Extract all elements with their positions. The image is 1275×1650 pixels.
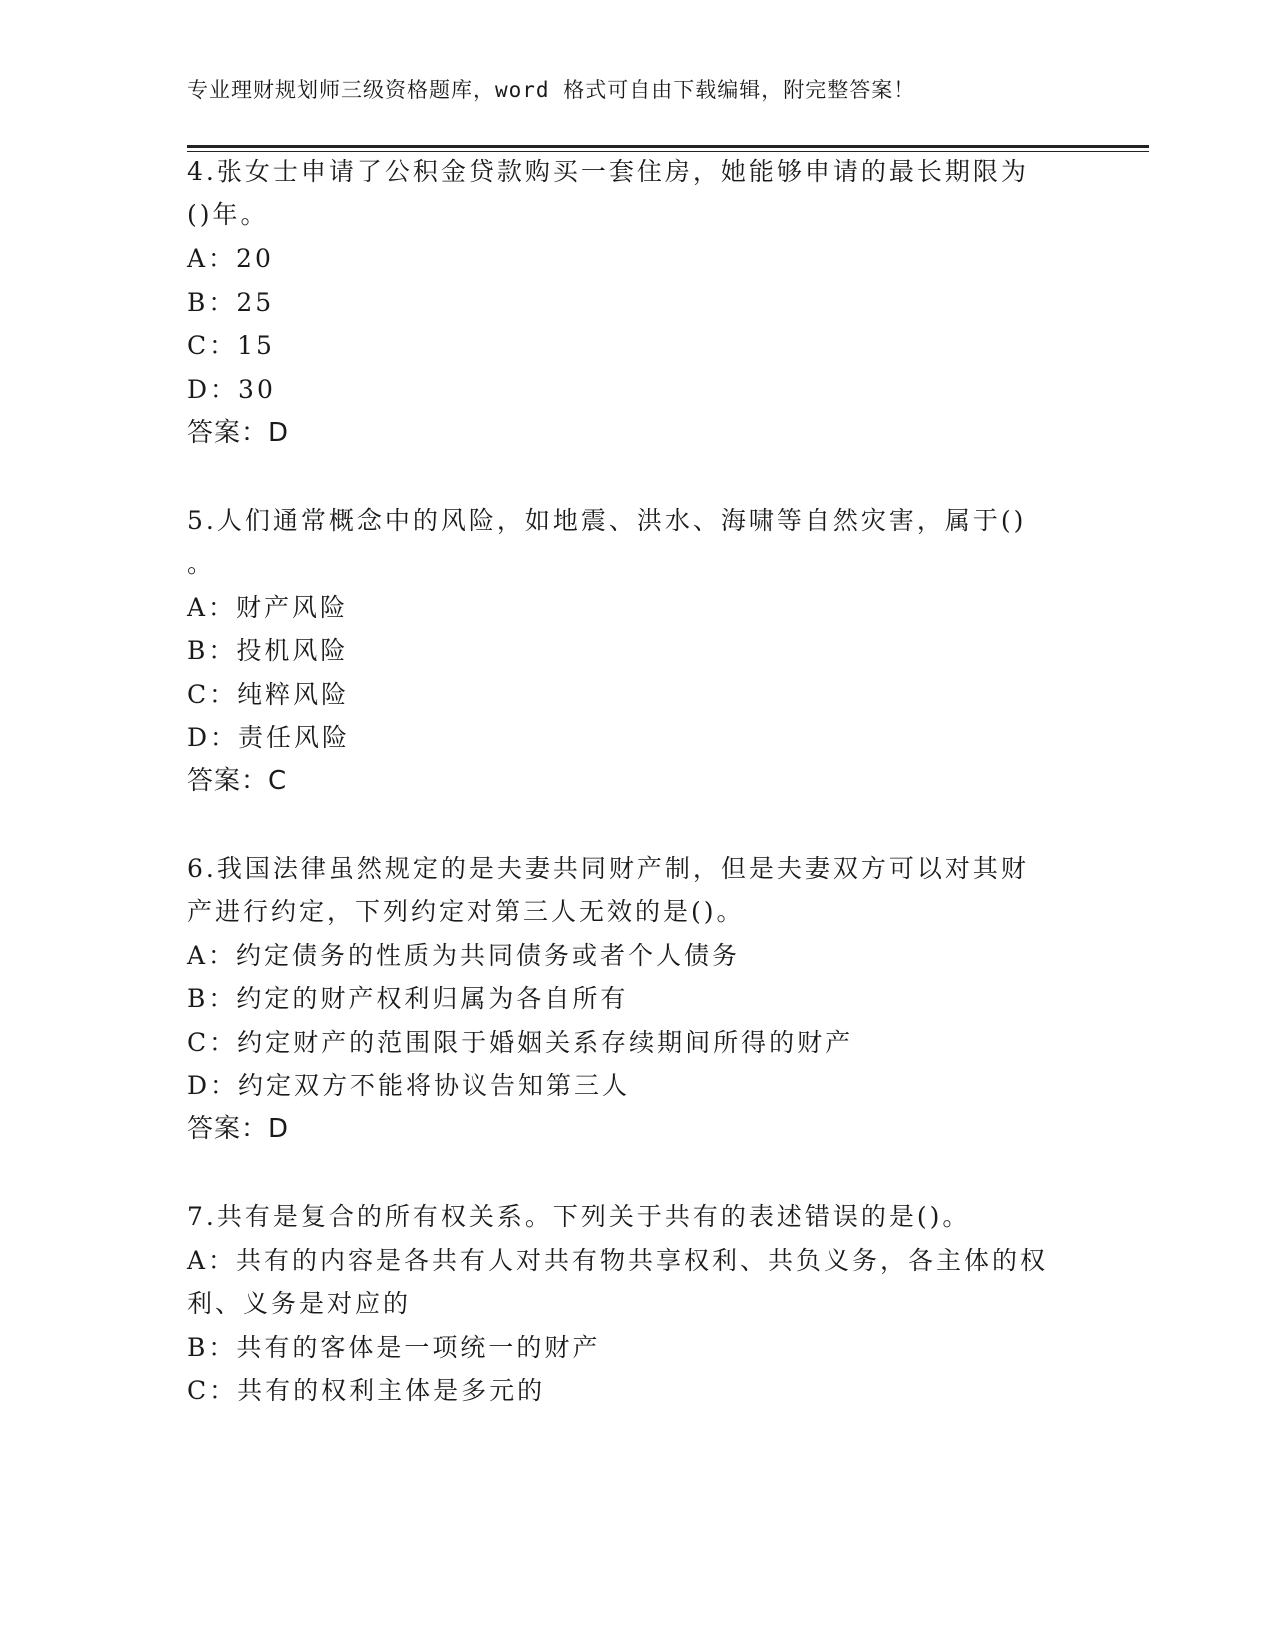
question-5-answer: 答案：C [187,766,288,796]
question-5-option-d: D：责任风险 [187,723,351,752]
question-5-option-c: C：纯粹风险 [187,680,350,709]
question-7-option-a-line-1: A：共有的内容是各共有人对共有物共享权利、共负义务，各主体的权 [187,1246,1049,1275]
question-6-option-b: B：约定的财产权利归属为各自所有 [187,984,629,1013]
question-6-stem-line-2: 产进行约定，下列约定对第三人无效的是()。 [187,897,745,926]
question-6-option-a: A：约定债务的性质为共同债务或者个人债务 [187,941,741,970]
question-7-stem-line-1: 7.共有是复合的所有权关系。下列关于共有的表述错误的是()。 [187,1202,971,1231]
question-4-option-b: B：25 [187,288,275,317]
question-5-option-a: A：财产风险 [187,593,349,622]
question-7-option-b: B：共有的客体是一项统一的财产 [187,1333,601,1362]
question-5-stem-line-2: 。 [187,549,216,578]
question-6-answer: 答案：D [187,1114,290,1144]
question-4-option-c: C：15 [187,331,275,360]
header-rule-thin [187,151,1149,152]
question-4-stem-line-2: ()年。 [187,200,269,229]
question-7-option-c: C：共有的权利主体是多元的 [187,1376,546,1405]
question-6-option-d: D：约定双方不能将协议告知第三人 [187,1071,631,1100]
header-rule-thick [187,145,1149,148]
question-4-option-d: D：30 [187,375,276,404]
question-6-stem-line-1: 6.我国法律虽然规定的是夫妻共同财产制，但是夫妻双方可以对其财 [187,854,1029,883]
question-5-option-b: B：投机风险 [187,636,349,665]
question-4-option-a: A：20 [187,244,274,273]
question-5-stem-line-1: 5.人们通常概念中的风险，如地震、洪水、海啸等自然灾害，属于() [187,506,1027,535]
question-4-stem-line-1: 4.张女士申请了公积金贷款购买一套住房，她能够申请的最长期限为 [187,157,1029,186]
question-6-option-c: C：约定财产的范围限于婚姻关系存续期间所得的财产 [187,1028,854,1057]
question-7-option-a-line-2: 利、义务是对应的 [187,1289,412,1318]
page-header: 专业理财规划师三级资格题库，word 格式可自由下载编辑，附完整答案！ [187,78,916,102]
question-4-answer: 答案：D [187,418,290,448]
